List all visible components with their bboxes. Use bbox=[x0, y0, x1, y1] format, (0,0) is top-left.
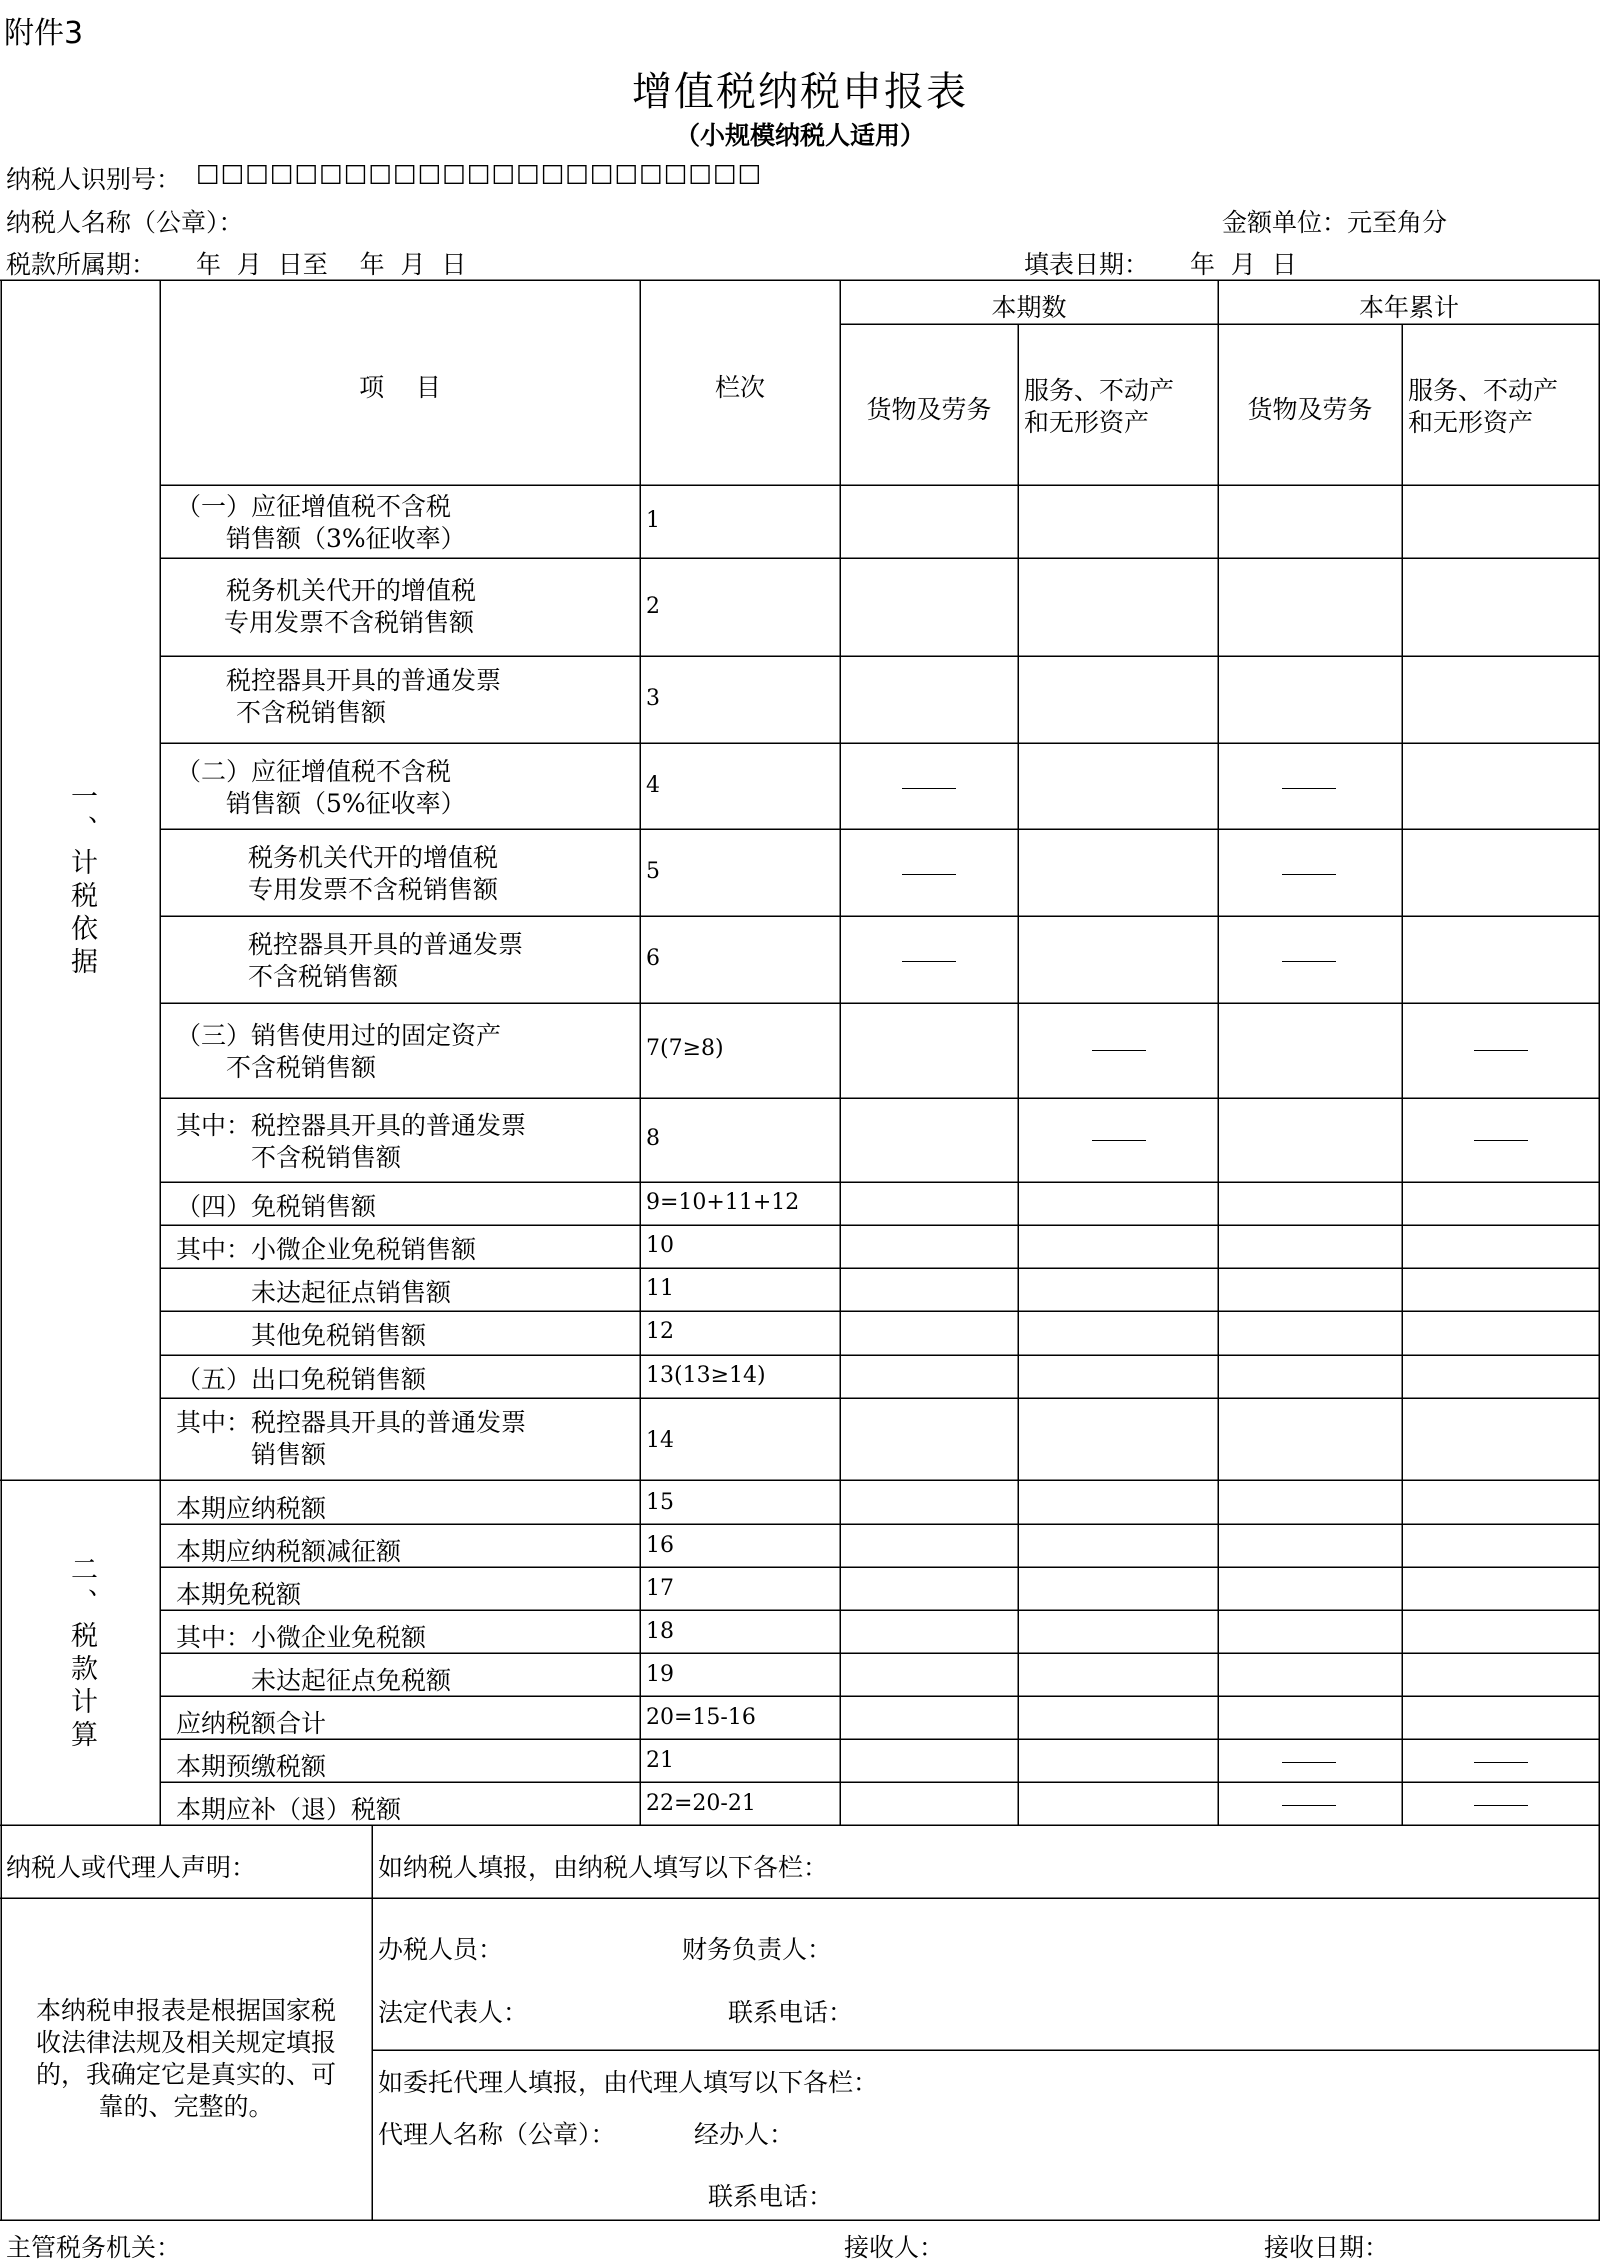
declaration-text bbox=[0, 1995, 372, 2123]
row-21-year-services-dash bbox=[1474, 1762, 1528, 1763]
self-fill-note: 如纳税人填报，由纳税人填写以下各栏： bbox=[378, 1853, 829, 1882]
row-20-item: 应纳税额合计 bbox=[176, 1709, 327, 1738]
row-5-item bbox=[248, 842, 498, 906]
row-8-year-services-dash bbox=[1474, 1140, 1528, 1141]
row-3-line: 3 bbox=[646, 686, 660, 711]
col-year-goods: 货物及劳务 bbox=[1247, 395, 1373, 424]
row-3-item bbox=[226, 665, 501, 729]
row-5-item-line1: 税务机关代开的增值税 bbox=[248, 843, 499, 872]
tax-officer-label: 办税人员： bbox=[378, 1935, 504, 1964]
row-7-item-line2: 不含税销售额 bbox=[176, 1053, 377, 1082]
row-1-item bbox=[176, 491, 466, 555]
row-6-item-line1: 税控器具开具的普通发票 bbox=[248, 930, 524, 959]
row-7-year-services-dash bbox=[1474, 1050, 1528, 1051]
row-6-year-goods-dash bbox=[1282, 961, 1336, 962]
col-current-services bbox=[1024, 375, 1174, 439]
finance-head-label: 财务负责人： bbox=[682, 1935, 833, 1964]
col-year-services-line2: 和无形资产 bbox=[1408, 408, 1534, 437]
row-14-item bbox=[176, 1407, 526, 1471]
row-19-item: 未达起征点免税额 bbox=[176, 1666, 452, 1695]
row-8-item-line2: 不含税销售额 bbox=[176, 1143, 402, 1172]
row-17-item: 本期免税额 bbox=[176, 1580, 302, 1609]
row-15-line: 15 bbox=[646, 1490, 674, 1515]
taxpayer-id-label: 纳税人识别号： bbox=[6, 165, 182, 194]
tax-authority-label: 主管税务机关： bbox=[6, 2233, 182, 2262]
legal-rep-label: 法定代表人： bbox=[378, 1998, 529, 2027]
row-22-year-goods-dash bbox=[1282, 1805, 1336, 1806]
row-3-item-line2: 不含税销售额 bbox=[236, 698, 387, 727]
row-4-line: 4 bbox=[646, 773, 660, 798]
row-8-line: 8 bbox=[646, 1126, 660, 1151]
taxpayer-id-boxes[interactable]: □□□□□□□□□□□□□□□□□□□□□□□ bbox=[196, 158, 763, 187]
row-14-item-line1: 其中：税控器具开具的普通发票 bbox=[176, 1408, 527, 1437]
row-1-item-line1: （一）应征增值税不含税 bbox=[176, 492, 452, 521]
row-14-item-line2: 销售额 bbox=[176, 1440, 327, 1469]
amount-unit: 金额单位：元至角分 bbox=[1222, 208, 1448, 237]
col-header-item: 项 目 bbox=[359, 373, 441, 402]
row-4-year-goods-dash bbox=[1282, 788, 1336, 789]
row-6-current-goods-dash bbox=[902, 961, 956, 962]
row-22-line: 22=20-21 bbox=[646, 1791, 756, 1816]
row-17-line: 17 bbox=[646, 1576, 674, 1601]
row-13-line: 13(13≥14) bbox=[646, 1363, 766, 1388]
row-12-line: 12 bbox=[646, 1319, 674, 1344]
row-2-item-line1: 税务机关代开的增值税 bbox=[226, 576, 477, 605]
row-6-item bbox=[248, 929, 523, 993]
agent-fill-note: 如委托代理人填报，由代理人填写以下各栏： bbox=[378, 2068, 879, 2097]
row-2-item-line2: 专用发票不含税销售额 bbox=[224, 608, 475, 637]
row-9-line: 9=10+11+12 bbox=[646, 1190, 800, 1215]
row-18-line: 18 bbox=[646, 1619, 674, 1644]
row-5-item-line2: 专用发票不含税销售额 bbox=[248, 875, 499, 904]
fill-date-label: 填表日期： bbox=[1024, 250, 1150, 279]
row-7-current-services-dash bbox=[1092, 1050, 1146, 1051]
row-21-year-goods-dash bbox=[1282, 1762, 1336, 1763]
receive-date-label: 接收日期： bbox=[1264, 2233, 1390, 2262]
declaration-text-line2: 收法律法规及相关规定填报 bbox=[35, 2028, 336, 2057]
row-7-item bbox=[176, 1020, 501, 1084]
tax-period-value[interactable]: 年 月 日至 年 月 日 bbox=[196, 250, 467, 279]
row-5-year-goods-dash bbox=[1282, 874, 1336, 875]
row-2-line: 2 bbox=[646, 594, 660, 619]
row-14-line: 14 bbox=[646, 1428, 674, 1453]
row-3-item-line1: 税控器具开具的普通发票 bbox=[226, 666, 502, 695]
col-year-services-line1: 服务、不动产 bbox=[1408, 376, 1559, 405]
row-1-item-line2: 销售额（3%征收率） bbox=[176, 524, 466, 553]
row-6-item-line2: 不含税销售额 bbox=[248, 962, 399, 991]
declaration-text-line1: 本纳税申报表是根据国家税 bbox=[35, 1996, 336, 2025]
row-10-item: 其中：小微企业免税销售额 bbox=[176, 1235, 477, 1264]
row-21-line: 21 bbox=[646, 1748, 674, 1773]
col-year-services bbox=[1408, 375, 1558, 439]
row-8-item bbox=[176, 1110, 526, 1174]
row-1-line: 1 bbox=[646, 508, 660, 533]
phone-label: 联系电话： bbox=[728, 1998, 854, 2027]
row-10-line: 10 bbox=[646, 1233, 674, 1258]
section-tax-calc: 二、税款计算 bbox=[66, 1555, 97, 1753]
row-20-line: 20=15-16 bbox=[646, 1705, 756, 1730]
row-19-line: 19 bbox=[646, 1662, 674, 1687]
row-15-item: 本期应纳税额 bbox=[176, 1494, 327, 1523]
col-header-line: 栏次 bbox=[714, 373, 765, 402]
row-22-year-services-dash bbox=[1474, 1805, 1528, 1806]
row-4-item-line2: 销售额（5%征收率） bbox=[176, 789, 466, 818]
fill-date-value[interactable]: 年 月 日 bbox=[1190, 250, 1297, 279]
row-12-item: 其他免税销售额 bbox=[176, 1321, 427, 1350]
col-group-current: 本期数 bbox=[991, 293, 1067, 322]
attachment-label: 附件3 bbox=[4, 16, 84, 51]
row-22-item: 本期应补（退）税额 bbox=[176, 1795, 402, 1824]
row-16-item: 本期应纳税额减征额 bbox=[176, 1537, 402, 1566]
receiver-label: 接收人： bbox=[844, 2233, 945, 2262]
agent-phone-label: 联系电话： bbox=[708, 2182, 834, 2211]
row-4-item bbox=[176, 756, 466, 820]
section-tax-basis: 一、计税依据 bbox=[66, 782, 97, 980]
row-18-item: 其中：小微企业免税额 bbox=[176, 1623, 427, 1652]
row-16-line: 16 bbox=[646, 1533, 674, 1558]
row-6-line: 6 bbox=[646, 946, 660, 971]
row-5-line: 5 bbox=[646, 859, 660, 884]
col-current-services-line2: 和无形资产 bbox=[1024, 408, 1150, 437]
page-title: 增值税纳税申报表 bbox=[632, 69, 968, 115]
agent-name-label: 代理人名称（公章）： bbox=[378, 2120, 616, 2149]
row-5-current-goods-dash bbox=[902, 874, 956, 875]
page-subtitle: （小规模纳税人适用） bbox=[674, 121, 925, 150]
declaration-label: 纳税人或代理人声明： bbox=[6, 1853, 257, 1882]
row-8-item-line1: 其中：税控器具开具的普通发票 bbox=[176, 1111, 527, 1140]
declaration-text-line3: 的，我确定它是真实的、可 bbox=[35, 2060, 336, 2089]
row-7-item-line1: （三）销售使用过的固定资产 bbox=[176, 1021, 502, 1050]
row-2-item bbox=[226, 575, 476, 639]
row-7-line: 7(7≥8) bbox=[646, 1036, 724, 1061]
row-8-current-services-dash bbox=[1092, 1140, 1146, 1141]
row-11-item: 未达起征点销售额 bbox=[176, 1278, 452, 1307]
handler-label: 经办人： bbox=[694, 2120, 795, 2149]
row-4-current-goods-dash bbox=[902, 788, 956, 789]
row-21-item: 本期预缴税额 bbox=[176, 1752, 327, 1781]
taxpayer-name-label: 纳税人名称（公章）： bbox=[6, 208, 244, 237]
col-current-services-line1: 服务、不动产 bbox=[1024, 376, 1175, 405]
col-current-goods: 货物及劳务 bbox=[866, 395, 992, 424]
tax-period-label: 税款所属期： bbox=[6, 250, 157, 279]
declaration-text-line4: 靠的、完整的。 bbox=[98, 2092, 274, 2121]
row-4-item-line1: （二）应征增值税不含税 bbox=[176, 757, 452, 786]
row-13-item: （五）出口免税销售额 bbox=[176, 1365, 427, 1394]
row-9-item: （四）免税销售额 bbox=[176, 1192, 377, 1221]
col-group-year: 本年累计 bbox=[1358, 293, 1459, 322]
row-11-line: 11 bbox=[646, 1276, 674, 1301]
